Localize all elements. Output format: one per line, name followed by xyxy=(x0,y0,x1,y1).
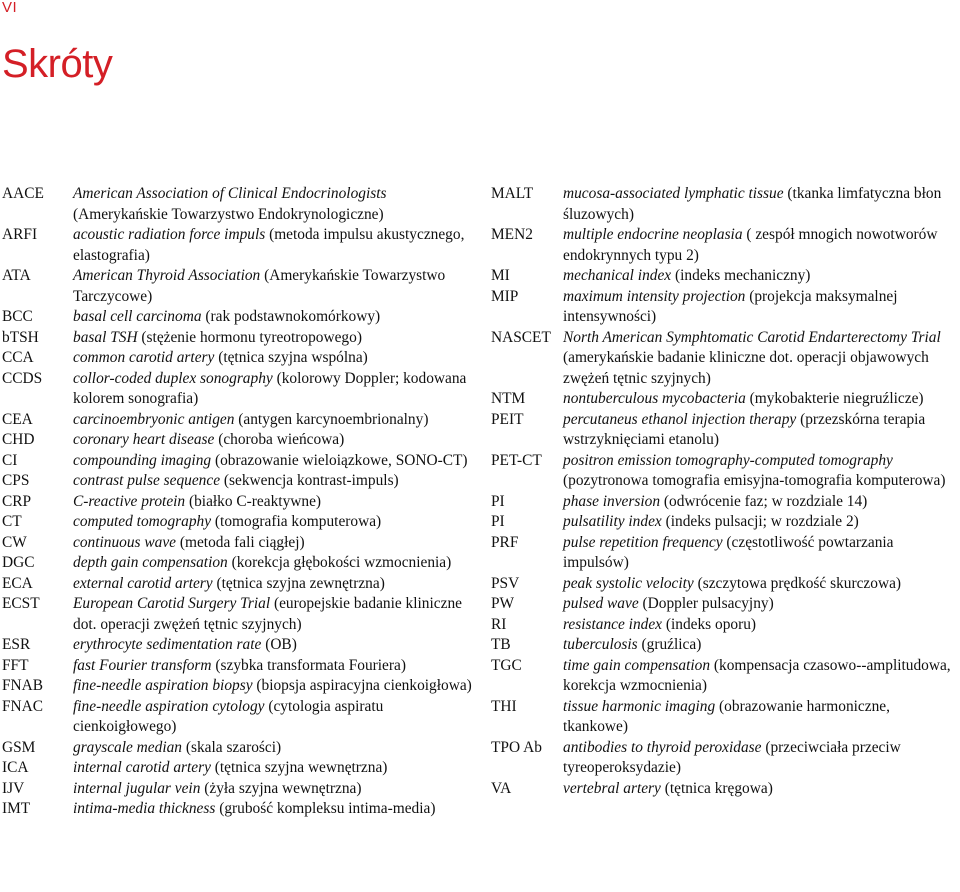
english-term: pulsed wave xyxy=(563,595,639,612)
abbreviation: PEIT xyxy=(491,410,524,428)
abbreviation-entry xyxy=(2,410,472,431)
abbreviation: CCDS xyxy=(2,369,43,387)
abbreviation: TGC xyxy=(491,656,522,674)
abbreviation-description xyxy=(73,799,472,820)
abbreviation-entry xyxy=(491,266,958,287)
polish-explanation: (indeks mechaniczny) xyxy=(671,267,811,284)
abbreviation-description xyxy=(73,635,472,656)
polish-explanation: (tętnica szyjna zewnętrzna) xyxy=(212,574,385,592)
english-term: continuous wave xyxy=(73,533,177,551)
abbreviation-entry xyxy=(491,410,958,451)
abbreviation-entry xyxy=(2,758,472,779)
abbreviation: GSM xyxy=(2,738,36,756)
abbreviation-description xyxy=(563,512,958,533)
abbreviation-description xyxy=(73,676,472,697)
abbreviation-entry xyxy=(2,451,472,472)
polish-explanation: (szybka transformata Fouriera) xyxy=(211,656,406,674)
english-term: nontuberculous mycobacteria xyxy=(563,390,746,407)
abbreviation-entry xyxy=(491,512,958,533)
polish-explanation: (sekwencja kontrast-impuls) xyxy=(220,472,399,489)
abbreviation-description xyxy=(73,697,472,738)
polish-explanation: (cytologia aspiratu cienkoigłowego) xyxy=(73,697,384,735)
abbreviation: ECA xyxy=(2,574,33,592)
abbreviation-entry xyxy=(2,369,472,410)
abbreviation: IJV xyxy=(2,779,25,797)
abbreviation: MEN2 xyxy=(491,226,533,243)
english-term: positron emission tomography-computed tomography xyxy=(563,451,893,469)
abbreviation-entry xyxy=(2,738,472,759)
abbreviation-description xyxy=(563,635,958,656)
polish-explanation: (mykobakterie niegruźlicze) xyxy=(745,390,924,407)
english-term: computed tomography xyxy=(73,513,212,530)
abbreviation-description xyxy=(73,738,472,759)
abbreviation-entry xyxy=(2,799,472,820)
abbreviation: CRP xyxy=(2,492,32,510)
polish-explanation: (projekcja maksymalnej intensywności) xyxy=(563,287,898,325)
english-term: mechanical index xyxy=(563,267,672,284)
polish-explanation: (Amerykańskie Towarzystwo Tarczycowe) xyxy=(73,267,446,305)
abbreviation: AACE xyxy=(2,185,44,202)
abbreviation: PRF xyxy=(491,533,519,551)
english-term: pulse repetition frequency xyxy=(563,533,723,551)
english-term: collor-coded duplex sonography xyxy=(73,369,273,387)
abbreviation: FNAB xyxy=(2,677,44,694)
abbreviation-description xyxy=(73,307,472,328)
polish-explanation: (żyła szyjna wewnętrzna) xyxy=(200,779,362,797)
abbreviation-description xyxy=(563,225,958,266)
english-term: resistance index xyxy=(563,615,663,633)
abbreviation-entry xyxy=(2,533,472,554)
abbreviation: ICA xyxy=(2,759,29,776)
english-term: fast Fourier transform xyxy=(73,656,212,674)
english-term: internal jugular vein xyxy=(73,779,201,797)
abbreviation-entry xyxy=(2,184,472,225)
abbreviation-description xyxy=(563,410,958,451)
abbreviation: ECST xyxy=(2,595,40,612)
abbreviation-entry xyxy=(491,328,958,390)
abbreviation: PI xyxy=(491,513,505,530)
abbreviation-entry xyxy=(2,676,472,697)
abbreviation-description xyxy=(73,369,472,410)
abbreviation: PSV xyxy=(491,574,520,592)
abbreviation-list-left xyxy=(2,184,472,820)
abbreviation-entry xyxy=(491,574,958,595)
abbreviation-entry xyxy=(491,451,958,492)
abbreviation: CPS xyxy=(2,472,30,489)
polish-explanation: (Amerykańskie Towarzystwo Endokrynologiczne) xyxy=(73,205,384,223)
polish-explanation: (skala szarości) xyxy=(182,738,282,756)
abbreviation: CHD xyxy=(2,431,35,448)
abbreviation: VA xyxy=(491,779,512,797)
english-term: intima-media thickness xyxy=(73,800,216,817)
polish-explanation: (korekcja głębokości wzmocnienia) xyxy=(227,554,452,571)
abbreviation-description xyxy=(563,656,958,697)
english-term: depth gain compensation xyxy=(73,554,228,571)
abbreviation: FFT xyxy=(2,656,29,674)
abbreviation-entry xyxy=(2,697,472,738)
abbreviation-entry xyxy=(2,779,472,800)
abbreviation-entry xyxy=(2,307,472,328)
abbreviation-entry xyxy=(2,266,472,307)
abbreviation: NTM xyxy=(491,390,526,407)
english-term: basal cell carcinoma xyxy=(73,308,202,325)
abbreviation-description xyxy=(73,430,472,451)
english-term: tuberculosis xyxy=(563,636,638,653)
abbreviation-entry xyxy=(2,492,472,513)
polish-explanation: (tętnica kręgowa) xyxy=(660,779,773,797)
abbreviation-description xyxy=(563,779,958,800)
abbreviation-description xyxy=(563,594,958,615)
abbreviation-entry xyxy=(2,512,472,533)
polish-explanation: (indeks pulsacji; w rozdziale 2) xyxy=(661,513,859,530)
abbreviation-description xyxy=(73,779,472,800)
abbreviation-entry xyxy=(2,574,472,595)
abbreviation: RI xyxy=(491,615,507,633)
english-term: phase inversion xyxy=(563,492,661,510)
abbreviation-entry xyxy=(491,594,958,615)
english-term: multiple endocrine neoplasia xyxy=(563,226,743,243)
abbreviation-description xyxy=(73,348,472,369)
abbreviation-description xyxy=(563,533,958,574)
english-term: compounding imaging xyxy=(73,451,212,469)
abbreviation-description xyxy=(563,328,958,390)
english-term: C-reactive protein xyxy=(73,492,186,510)
abbreviation-description xyxy=(563,287,958,328)
english-term: common carotid artery xyxy=(73,349,215,366)
abbreviation-description xyxy=(563,492,958,513)
abbreviation-entry xyxy=(2,656,472,677)
english-term: fine-needle aspiration biopsy xyxy=(73,677,253,694)
english-term: American Thyroid Association xyxy=(73,267,261,284)
abbreviation: MALT xyxy=(491,185,534,202)
polish-explanation: (odwrócenie faz; w rozdziale 14) xyxy=(660,492,868,510)
english-term: internal carotid artery xyxy=(73,759,211,776)
english-term: erythrocyte sedimentation rate xyxy=(73,636,262,653)
abbreviation-description xyxy=(563,738,958,779)
polish-explanation: (tkanka limfatyczna błon śluzowych) xyxy=(563,185,942,223)
english-term: vertebral artery xyxy=(563,779,661,797)
abbreviation-entry xyxy=(2,594,472,635)
polish-explanation: (Doppler pulsacyjny) xyxy=(638,595,774,612)
abbreviation: TPO Ab xyxy=(491,738,542,756)
page-number: VI xyxy=(2,0,18,16)
abbreviation-entry xyxy=(491,779,958,800)
polish-explanation: (gruźlica) xyxy=(637,636,702,653)
polish-explanation: (choroba wieńcowa) xyxy=(214,431,345,448)
abbreviation-entry xyxy=(2,471,472,492)
polish-explanation: (stężenie hormonu tyreotropowego) xyxy=(137,328,362,346)
polish-explanation: (przezskórna terapia wstrzyknięciami etanolu) xyxy=(563,410,926,448)
polish-explanation: (metoda fali ciągłej) xyxy=(176,533,305,551)
abbreviation-description xyxy=(73,451,472,472)
polish-explanation: (indeks oporu) xyxy=(662,615,757,633)
abbreviation: bTSH xyxy=(2,328,39,346)
abbreviation-description xyxy=(563,615,958,636)
polish-explanation: (częstotliwość powtarzania impulsów) xyxy=(563,533,894,571)
abbreviation-description xyxy=(73,184,472,225)
abbreviation-description xyxy=(563,451,958,492)
abbreviation: CW xyxy=(2,533,27,551)
abbreviation-description xyxy=(73,533,472,554)
polish-explanation: (tomografia komputerowa) xyxy=(211,513,382,530)
abbreviation: NASCET xyxy=(491,328,551,346)
polish-explanation: (biopsja aspiracyjna cienkoigłowa) xyxy=(252,677,472,694)
abbreviation: PI xyxy=(491,492,505,510)
abbreviation-entry xyxy=(2,348,472,369)
abbreviation-description xyxy=(73,410,472,431)
abbreviation: THI xyxy=(491,697,517,715)
english-term: time gain compensation xyxy=(563,656,711,674)
polish-explanation: (europejskie badanie kliniczne dot. operacji zwężeń tętnic szyjnych) xyxy=(73,595,462,633)
abbreviation-entry xyxy=(491,389,958,410)
abbreviation-description xyxy=(73,328,472,349)
abbreviation: BCC xyxy=(2,308,33,325)
english-term: coronary heart disease xyxy=(73,431,215,448)
abbreviation-entry xyxy=(491,184,958,225)
abbreviation-description xyxy=(73,574,472,595)
abbreviation-description xyxy=(73,553,472,574)
english-term: European Carotid Surgery Trial xyxy=(73,595,271,612)
abbreviation: PW xyxy=(491,595,515,612)
abbreviation-entry xyxy=(2,635,472,656)
abbreviation: CCA xyxy=(2,349,34,366)
polish-explanation: (obrazowanie harmoniczne, tkankowe) xyxy=(563,697,890,735)
english-term: mucosa-associated lymphatic tissue xyxy=(563,185,784,202)
abbreviation-description xyxy=(73,594,472,635)
english-term: acoustic radiation force impuls xyxy=(73,226,266,243)
abbreviation-entry xyxy=(491,492,958,513)
abbreviation: TB xyxy=(491,636,511,653)
polish-explanation: (antygen karcynoembrionalny) xyxy=(234,410,429,428)
abbreviation-description xyxy=(73,471,472,492)
abbreviation: ESR xyxy=(2,636,31,653)
abbreviation: CEA xyxy=(2,410,33,428)
polish-explanation: (szczytowa prędkość skurczowa) xyxy=(693,574,902,592)
abbreviation-description xyxy=(73,656,472,677)
page-title: Skróty xyxy=(2,42,113,86)
abbreviation-description xyxy=(73,266,472,307)
english-term: tissue harmonic imaging xyxy=(563,697,716,715)
abbreviation-description xyxy=(73,758,472,779)
polish-explanation: (amerykańskie badanie kliniczne dot. operacji objawowych zwężeń tętnic szyjnych) xyxy=(563,349,929,387)
english-term: North American Symphtomatic Carotid Endarterectomy Trial xyxy=(563,328,941,346)
abbreviation: MIP xyxy=(491,287,519,305)
abbreviation-entry xyxy=(491,615,958,636)
abbreviation-entry xyxy=(491,287,958,328)
abbreviation-description xyxy=(563,389,958,410)
polish-explanation: (pozytronowa tomografia emisyjna-tomografia komputerowa) xyxy=(563,472,946,489)
polish-explanation: (metoda impulsu akustycznego, elastografia) xyxy=(73,226,465,264)
abbreviation: MI xyxy=(491,267,510,284)
english-term: American Association of Clinical Endocrinologists xyxy=(73,185,387,202)
english-term: peak systolic velocity xyxy=(563,574,694,592)
abbreviation: PET-CT xyxy=(491,451,542,469)
polish-explanation: (tętnica szyjna wewnętrzna) xyxy=(210,759,388,776)
abbreviation-description xyxy=(563,266,958,287)
abbreviation: CT xyxy=(2,513,22,530)
abbreviation-entry xyxy=(491,656,958,697)
abbreviation: FNAC xyxy=(2,697,44,715)
abbreviation: CI xyxy=(2,451,18,469)
abbreviation-description xyxy=(563,697,958,738)
english-term: grayscale median xyxy=(73,738,182,756)
polish-explanation: (kolorowy Doppler; kodowana kolorem sonografia) xyxy=(73,369,467,407)
polish-explanation: (tętnica szyjna wspólna) xyxy=(214,349,368,366)
polish-explanation: ( zespół mnogich nowotworów endokrynnych typu 2) xyxy=(563,226,938,264)
abbreviation-entry xyxy=(2,328,472,349)
abbreviation: ATA xyxy=(2,267,31,284)
abbreviation-list-right xyxy=(491,184,958,799)
polish-explanation: (białko C-reaktywne) xyxy=(185,492,322,510)
english-term: external carotid artery xyxy=(73,574,213,592)
english-term: contrast pulse sequence xyxy=(73,472,221,489)
english-term: carcinoembryonic antigen xyxy=(73,410,235,428)
abbreviation-entry xyxy=(491,738,958,779)
polish-explanation: (kompensacja czasowo--amplitudowa, korekcja wzmocnienia) xyxy=(563,656,951,694)
polish-explanation: (OB) xyxy=(261,636,297,653)
polish-explanation: (rak podstawnokomórkowy) xyxy=(201,308,381,325)
polish-explanation: (przeciwciała przeciw tyreoperoksydazie) xyxy=(563,738,901,776)
abbreviation-entry xyxy=(491,533,958,574)
abbreviation: DGC xyxy=(2,554,35,571)
polish-explanation: (obrazowanie wieloiązkowe, SONO-CT) xyxy=(211,451,468,469)
abbreviation-entry xyxy=(2,553,472,574)
abbreviation-entry xyxy=(491,697,958,738)
abbreviation-description xyxy=(73,512,472,533)
polish-explanation: (grubość kompleksu intima-media) xyxy=(215,800,436,817)
english-term: basal TSH xyxy=(73,328,138,346)
english-term: antibodies to thyroid peroxidase xyxy=(563,738,762,756)
abbreviation-description xyxy=(563,184,958,225)
english-term: fine-needle aspiration cytology xyxy=(73,697,265,715)
abbreviation-entry xyxy=(491,635,958,656)
abbreviation: IMT xyxy=(2,800,31,817)
abbreviation-description xyxy=(73,225,472,266)
english-term: maximum intensity projection xyxy=(563,287,746,305)
abbreviation-entry xyxy=(2,430,472,451)
abbreviation-description xyxy=(563,574,958,595)
abbreviation: ARFI xyxy=(2,226,38,243)
abbreviation-description xyxy=(73,492,472,513)
english-term: percutaneus ethanol injection therapy xyxy=(563,410,797,428)
english-term: pulsatility index xyxy=(563,513,662,530)
abbreviation-entry xyxy=(2,225,472,266)
abbreviation-entry xyxy=(491,225,958,266)
